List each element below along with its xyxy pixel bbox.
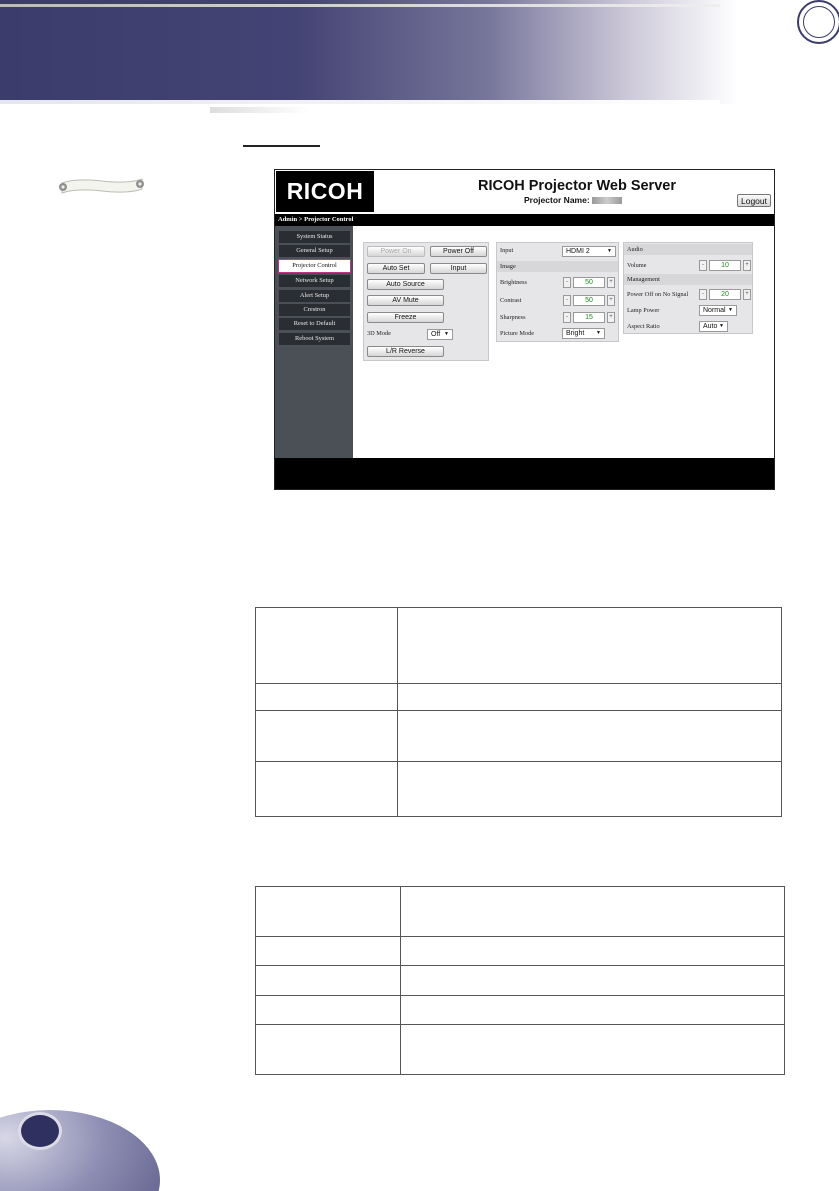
table-cell [398,684,782,711]
contrast-stepper[interactable] [563,295,615,306]
table-cell [256,937,401,966]
table-cell [401,966,785,996]
table-cell [256,608,398,684]
lamp-power-label: Lamp Power [627,307,660,314]
table-cell [256,762,398,817]
sharpness-value[interactable]: 15 [573,312,605,323]
table-cell [256,966,401,996]
3d-mode-value: Off [431,331,441,338]
web-footer-bar [275,458,774,489]
table-cell [256,887,401,937]
aspect-ratio-select[interactable] [699,321,728,332]
minus-icon[interactable]: - [699,260,707,271]
chevron-down-icon: ▼ [596,330,601,336]
sidebar-item-reboot-system[interactable]: Reboot System [279,333,350,345]
power-off-no-signal-stepper[interactable] [699,289,751,300]
audio-heading: Audio [624,244,752,255]
picture-mode-value: Bright [566,330,585,337]
table-cell [398,762,782,817]
minus-icon[interactable]: - [563,312,571,323]
sidebar-item-projector-control[interactable]: Projector Control [279,260,350,272]
plus-icon[interactable]: + [743,289,751,300]
input-label: Input [500,247,514,254]
control-panel [363,242,489,361]
table-cell [256,996,401,1025]
3d-mode-label: 3D Mode [367,330,391,337]
volume-value[interactable]: 10 [709,260,741,271]
projector-name-label: Projector Name: [524,195,590,205]
image-panel [496,242,619,342]
chevron-down-icon: ▼ [607,248,612,254]
table-cell [401,937,785,966]
plus-icon[interactable]: + [607,277,615,288]
table-cell [401,887,785,937]
table-cell [256,711,398,762]
header-top-line [0,4,720,7]
breadcrumb: Admin > Projector Control [275,214,774,226]
aspect-ratio-label: Aspect Ratio [627,323,660,330]
aspect-ratio-value: Auto [703,323,718,330]
brightness-value[interactable]: 50 [573,277,605,288]
ricoh-logo: RICOH [276,171,374,212]
scroll-icon [56,175,148,197]
minus-icon[interactable]: - [563,295,571,306]
lamp-power-value: Normal [703,307,726,314]
picture-mode-select[interactable] [562,328,605,339]
content-area [353,226,774,458]
sidebar-item-alert-setup[interactable]: Alert Setup [279,290,350,302]
image-heading: Image [497,261,618,272]
chevron-down-icon: ▼ [444,331,449,337]
auto-source-button[interactable]: Auto Source [367,279,444,290]
power-off-no-signal-label: Power Off on No Signal [627,291,689,298]
plus-icon[interactable]: + [607,312,615,323]
chevron-down-icon: ▼ [719,323,724,329]
management-heading: Management [624,274,752,285]
header-ring-inner [803,6,835,38]
freeze-button[interactable]: Freeze [367,312,444,323]
sidebar-item-network-setup[interactable]: Network Setup [279,275,350,287]
sidebar-item-reset-to-default[interactable]: Reset to Default [279,318,350,330]
header-fade [210,107,310,113]
table-cell [398,711,782,762]
description-table-2 [255,886,785,1075]
input-value: HDMI 2 [566,248,590,255]
av-mute-button[interactable]: AV Mute [367,295,444,306]
table-cell [401,996,785,1025]
volume-stepper[interactable] [699,260,751,271]
table-cell [256,684,398,711]
audio-management-panel [623,242,753,334]
projector-name [524,195,622,205]
description-table-1 [255,607,782,817]
web-server-screenshot [274,169,775,490]
lamp-power-select[interactable] [699,305,737,316]
minus-icon[interactable]: - [699,289,707,300]
brightness-stepper[interactable] [563,277,615,288]
section-title-underline [243,145,320,147]
auto-set-button[interactable]: Auto Set [367,263,425,274]
chevron-down-icon: ▼ [728,307,733,313]
contrast-value[interactable]: 50 [573,295,605,306]
web-header [275,170,774,214]
sharpness-label: Sharpness [500,314,526,321]
plus-icon[interactable]: + [743,260,751,271]
sharpness-stepper[interactable] [563,312,615,323]
app-title: RICOH Projector Web Server [478,178,676,194]
sidebar [275,226,353,458]
logout-button[interactable]: Logout [737,194,771,207]
input-button[interactable]: Input [430,263,487,274]
table-cell [401,1025,785,1075]
header-white-strip [0,104,839,118]
contrast-label: Contrast [500,297,522,304]
plus-icon[interactable]: + [607,295,615,306]
3d-mode-select[interactable] [427,329,453,340]
power-off-button[interactable]: Power Off [430,246,487,257]
power-on-button[interactable]: Power On [367,246,425,257]
input-select[interactable] [562,246,616,257]
table-cell [256,1025,401,1075]
lr-reverse-button[interactable]: L/R Reverse [367,346,444,357]
page-number-badge [18,1112,62,1150]
table-cell [398,608,782,684]
brightness-label: Brightness [500,279,527,286]
sidebar-item-crestron[interactable]: Crestron [279,304,350,316]
minus-icon[interactable]: - [563,277,571,288]
projector-name-redacted [592,197,622,204]
power-off-no-signal-value[interactable]: 20 [709,289,741,300]
sidebar-item-system-status[interactable]: System Status [279,231,350,243]
sidebar-item-general-setup[interactable]: General Setup [279,245,350,257]
volume-label: Volume [627,262,647,269]
picture-mode-label: Picture Mode [500,330,535,337]
